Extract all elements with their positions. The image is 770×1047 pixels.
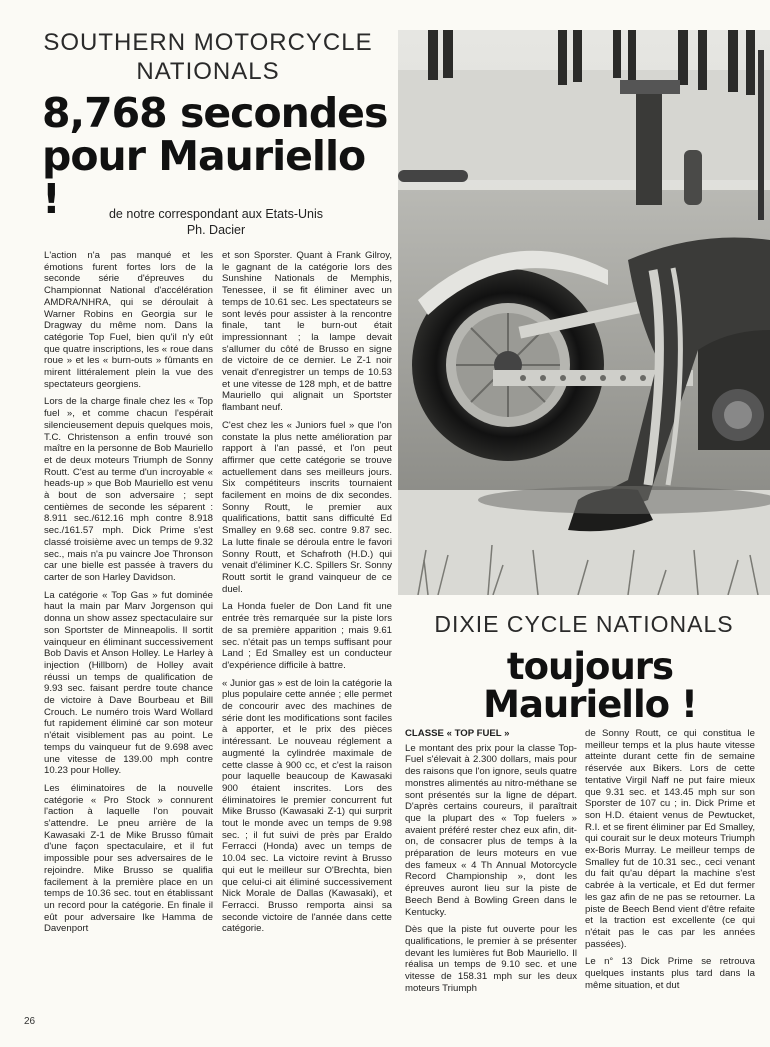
article2-kicker-text: DIXIE CYCLE NATIONALS: [434, 611, 734, 637]
article2-headline-line-2: Mauriello !: [483, 683, 697, 726]
article2-kicker: [398, 610, 770, 639]
byline-author: Ph. Dacier: [186, 223, 246, 237]
paragraph: Lors de la charge finale chez les « Top fuel », et comme chacun l'espérait silencieusement depuis quelques mois, T.C. Christenson a enfin trouvé son maître en la personne de Bob Mauriello et de deux moteurs Triumph de Sonny Routt. C'est au terme d'un incroyable « heads-up » que Bob Mauriello est venu à bout de son adversaire ; sept centièmes de seconde les séparent : 8.911 sec./612.16 mph contre 8.918 sec./161.57 mph. Dick Prime s'est classé troisième avec un temps de 9.32 sec., mais n'a pu vaincre Joe Thronson car une bielle est passée à travers du carter de son Harley Davidson.: [44, 396, 213, 583]
paragraph: La catégorie « Top Gas » fut dominée haut la main par Marv Jorgenson qui donna un show assez spectaculaire sur son Sportster de Minneapolis. Il sortit vainqueur en éliminant successivement Bob Davis et Anson Holley. Le Harley à injection (Hillborn) de Holley avait réussi un temps de qualification de 9.93 sec. faisant perdre toute chance de victoire à Dave Bourbeau et Bill Crouch. Le numéro trois Ward Wollard fut rapidement éliminé car son moteur n'était visiblement pas au point. Le temps du vainqueur fut de 9.698 avec une vitesse de 139.00 mph contre 10.23 pour Holley.: [44, 589, 213, 777]
article-headline: [42, 89, 394, 223]
article2-column-1: [405, 728, 577, 1033]
paragraph: « Junior gas » est de loin la catégorie la plus populaire cette année ; elle permet de concourir avec des machines de série dont les modifications sont faciles à apporter, et le prix des pièces intéressant. Le nouveau réglement a augmenté la cylindrée maximale de cette classe à 900 cc, et c'est la raison pour laquelle beaucoup de Kawasaki 900 étaient inscrites. Lors des éliminatoires le premier concurrent fut Mike Brusso (Kawasaki Z-1) qui surprit tout le monde avec un temps de 9.98 sec. ; il fut suivi de près par Eraldo Ferracci (Honda) avec un temps de 10.04 sec. La victoire revint à Brusso qui eut le meilleur sur O'Brechta, bien que celui-ci ait éliminé successivement Nick Morale de Dallas (Kawasaki), et Ferracci. Brusso remporta ainsi sa seconde victoire de l'année dans cette catégorie.: [222, 677, 392, 935]
motorcycle-photo-illustration: [398, 30, 770, 595]
paragraph: Les éliminatoires de la nouvelle catégorie « Pro Stock » connurent l'action à laquelle l'on pouvait s'attendre. Le pneu arrière de la Kawasaki Z-1 de Mike Brusso fûmait d'une façon spectaculaire, et il fut impossible pour ses adversaires de le rejoindre. Mike Brusso se qualifia facilement à la première place en un temps de 10.36 sec. tout en établissant un record pour la catégorie. En finale il eût pour adversaire Ike Hamma de Davenport: [44, 782, 213, 935]
article-column-1: [44, 250, 213, 1032]
headline-line-2: pour Mauriello !: [42, 132, 366, 223]
section-title: CLASSE « TOP FUEL »: [405, 728, 510, 739]
article-kicker: [28, 28, 388, 86]
paragraph: et son Sporster. Quant à Frank Gilroy, le gagnant de la catégorie lors des Sunshine Nationals de Memphis, Tenessee, il se fit éliminer avec un temps de 10.61 sec. Les spectateurs se sont levés pour assister à la rencontre finale, tant le burn-out était impressionnant ; la lampe devait s'allumer du côté de Brusso en signe de victoire de ce dernier. Le Z-1 noir venait d'enregistrer un temps de 10.53 et une vitesse de 128 mph, et de battre Mauriello qui alignait un Sportster flambant neuf.: [222, 250, 392, 414]
article2-headline-line-1: toujours: [506, 645, 674, 688]
article2-column-2: [585, 728, 755, 1033]
paragraph: L'action n'a pas manqué et les émotions furent fortes lors de la seconde série d'épreuves du Championnat National d'accélération AMDRA/NHRA, qui se déroulait à Warner Robins en Georgia sur le Dragway du même nom. Dans la catégorie Top Fuel, bien qu'il n'y eût que quatre inscriptions, les « roue dans roue » et les « burn-outs » fûmants en mirent littéralement plein la vue des spectateurs georgiens.: [44, 250, 213, 390]
article-column-2: [222, 250, 392, 1032]
paragraph: de Sonny Routt, ce qui constitua le meilleur temps et la plus haute vitesse atteinte durant cette fin de semaine réservée aux Bikers. Lors de cette tentative Virgil Naff ne put faire mieux que 9.31 sec. et 143.45 mph sur son Sporster de 107 cu ; in. Dick Prime et son H.D. étaient venus de Pewtucket, R.I. et se firent éliminer par Ed Smalley, qui courait sur le deux moteurs Triumph ex-Boris Murray. Le meilleur temps de Smalley fut de 10.31 sec., ceci venant du fait qu'au départ la machine s'est cabrée à la verticale, et Ed dut fermer les gaz afin de ne pas se retourner. La piste de Beech Bend vient d'être refaite et la traction est excellente (ce qui n'était pas le cas par les années passées).: [585, 728, 755, 950]
byline: [40, 206, 392, 238]
page-number-text: 26: [24, 1016, 36, 1027]
article-kicker-text: SOUTHERN MOTORCYCLE NATIONALS: [43, 29, 373, 85]
paragraph: Le n° 13 Dick Prime se retrouva quelques instants plus tard dans la même situation, et dut: [585, 956, 755, 991]
headline-line-1: 8,768 secondes: [42, 89, 388, 137]
paragraph: La Honda fueler de Don Land fit une entrée très remarquée sur la piste lors de sa première apparition ; mais 9.61 sec. n'était pas un temps suffisant pour Land ; Ed Smalley est un conducteur d'expérience difficile à battre.: [222, 601, 392, 671]
paragraph: Le montant des prix pour la classe Top-Fuel s'élevait à 2.300 dollars, mais pour des raisons que l'on ignore, seuls quatre monstres alimentés au nitro-méthane se sont présentés sur la ligne de départ. D'après certains coureurs, il paraîtrait que la plupart des « Top fuelers » avaient préféré rester chez eux afin, dit-on, de consacrer plus de temps à la préparation de leurs moteurs en vue des fameux « 4 Th Annual Motorcycle Record Championship », dont les épreuves auront lieu sur la piste de Beech Bend à Bowling Green dans le Kentucky.: [405, 742, 577, 918]
page-number: [24, 1016, 35, 1027]
paragraph: C'est chez les « Juniors fuel » que l'on constate la plus nette amélioration par rapport à l'an passé, et l'on peut affirmer que cette catégorie se trouve actuellement dans ses meilleurs jours. Six compétiteurs inscrits tournaient facilement en moins de dix secondes. Sonny Routt, le premier aux qualifications, battit sans difficulté Ed Smalley en 9.68 sec. contre 9.87 sec. La lutte finale se déroula entre le favori Sonny Routt, et Schafroth (H.D.) qui venait d'éliminer K.C. Spillers Sr. Sonny Routt sortit le grand vainqueur de ce duel.: [222, 419, 392, 595]
motorcycle-photo: [398, 30, 770, 595]
byline-correspondent: de notre correspondant aux Etats-Unis: [108, 207, 323, 221]
article2-headline: [470, 645, 710, 726]
paragraph: Dès que la piste fut ouverte pour les qualifications, le premier à se présenter devant les lumières fut Bob Mauriello. Il réalisa un temps de 9.10 sec. et une vitesse de 158.31 mph sur les deux moteurs Triumph: [405, 924, 577, 994]
